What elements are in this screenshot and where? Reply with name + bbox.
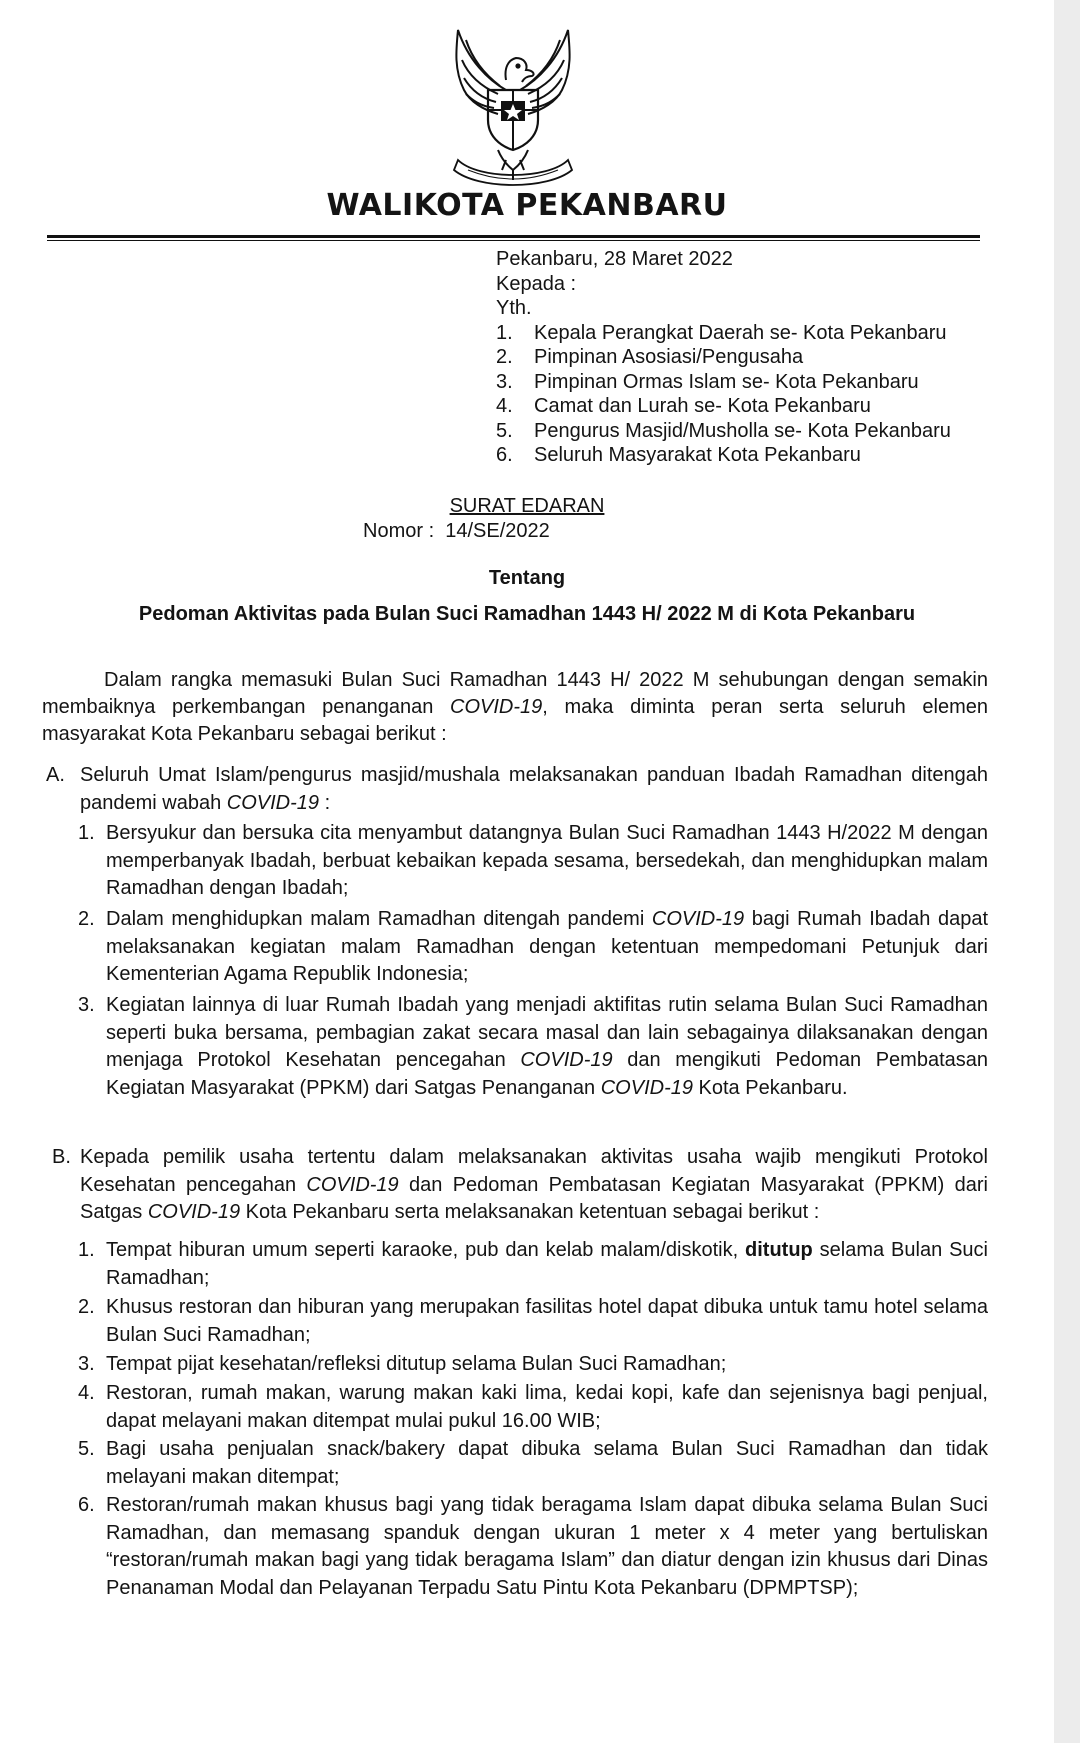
section-a-label: A. [46, 764, 65, 786]
recipient-item: 2. Pimpinan Asosiasi/Pengusaha [496, 346, 804, 368]
section-b-item: 2. Khusus restoran dan hiburan yang merupakan fasilitas hotel dapat dibuka untuk tamu hotel selama Bulan Suci Ramadhan; [78, 1296, 988, 1346]
recipient-item: 4. Camat dan Lurah se- Kota Pekanbaru [496, 395, 871, 417]
section-b-item: 3. Tempat pijat kesehatan/refleksi ditutup selama Bulan Suci Ramadhan; [78, 1353, 727, 1375]
section-b-item: 1. Tempat hiburan umum seperti karaoke, pub dan kelab malam/diskotik, ditutup selama Bulan Suci Ramadhan; [78, 1239, 988, 1289]
recipient-item: 3. Pimpinan Ormas Islam se- Kota Pekanbaru [496, 370, 919, 393]
kepada-label: Kepada : [496, 272, 577, 295]
address-block [496, 247, 951, 468]
letter-about: Tentang [488, 567, 566, 589]
section-a-item: 3. Kegiatan lainnya di luar Rumah Ibadah yang menjadi aktifitas rutin selama Bulan Suci Ramadhan seperti buka bersama, pembagian zakat secara masal dan lain sebagainya dilaksanakan dengan menjaga Protokol Kesehatan pencegahan COVID-19 dan mengikuti Pedoman Pembatasan Kegiatan Masyarakat (PPKM) dari Satgas Penanganan COVID-19 Kota Pekanbaru. [78, 994, 988, 1099]
letterhead-title: WALIKOTA PEKANBARU [326, 188, 728, 223]
recipient-item: 6. Seluruh Masyarakat Kota Pekanbaru [496, 444, 861, 466]
section-b-item: 4. Restoran, rumah makan, warung makan kaki lima, kedai kopi, kafe dan sejenisnya bagi penjual, dapat melayani makan ditempat mulai pukul 16.00 WIB; [78, 1382, 988, 1432]
yth-label: Yth. [496, 297, 532, 319]
letterhead-rule-thick [47, 235, 980, 238]
intro-paragraph: Dalam rangka memasuki Bulan Suci Ramadhan 1443 H/ 2022 M sehubungan dengan semakin membaiknya perkembangan penanganan COVID-19, maka diminta peran serta seluruh elemen masyarakat Kota Pekanbaru sebagai berikut : [42, 669, 988, 745]
letterhead-rule-thin [47, 240, 980, 241]
section-a-item: 2. Dalam menghidupkan malam Ramadhan ditengah pandemi COVID-19 bagi Rumah Ibadah dapat melaksanakan kegiatan malam Ramadhan dengan ketentuan mempedomani Petunjuk dari Kementerian Agama Republik Indonesia; [78, 908, 989, 985]
letter-subject: Pedoman Aktivitas pada Bulan Suci Ramadhan 1443 H/ 2022 M di Kota Pekanbaru [138, 603, 916, 625]
garuda-pancasila-emblem-icon [428, 20, 598, 195]
section-a: A. Seluruh Umat Islam/pengurus masjid/mushala melaksanakan panduan Ibadah Ramadhan ditengah pandemi wabah COVID-19 : [46, 764, 988, 814]
place-date: Pekanbaru, 28 Maret 2022 [496, 248, 733, 270]
letter-type: SURAT EDARAN [449, 495, 605, 517]
recipient-item: 1. Kepala Perangkat Daerah se- Kota Pekanbaru [496, 321, 947, 344]
section-a-item: 1. Bersyukur dan bersuka cita menyambut datangnya Bulan Suci Ramadhan 1443 H/2022 M dengan memperbanyak Ibadah, berbuat kebaikan kepada sesama, bersedekah, dan menghidupkan malam Ramadhan dengan Ibadah; [78, 822, 988, 899]
section-b-item: 5. Bagi usaha penjualan snack/bakery dapat dibuka selama Bulan Suci Ramadhan dan tidak melayani makan ditempat; [78, 1438, 988, 1488]
section-b: B. Kepada pemilik usaha tertentu dalam melaksanakan aktivitas usaha wajib mengikuti Protokol Kesehatan pencegahan COVID-19 dan Pedoman Pembatasan Kegiatan Masyarakat (PPKM) dari Satgas COVID-19 Kota Pekanbaru serta melaksanakan ketentuan sebagai berikut : [52, 1146, 988, 1223]
letter-number: Nomor : 14/SE/2022 [363, 520, 550, 542]
section-b-label: B. [52, 1146, 71, 1168]
recipient-item: 5. Pengurus Masjid/Musholla se- Kota Pekanbaru [496, 419, 951, 442]
scroll-edge [1054, 0, 1080, 1743]
section-b-item: 6. Restoran/rumah makan khusus bagi yang tidak beragama Islam dapat dibuka selama Bulan Suci Ramadhan, dan memasang spanduk dengan ukuran 1 meter x 4 meter yang bertuliskan “restoran/rumah makan bagi yang tidak beragama Islam” dan diatur dengan izin khusus dari Dinas Penanaman Modal dan Pelayanan Terpadu Satu Pintu Kota Pekanbaru (DPMPTSP); [78, 1494, 988, 1599]
